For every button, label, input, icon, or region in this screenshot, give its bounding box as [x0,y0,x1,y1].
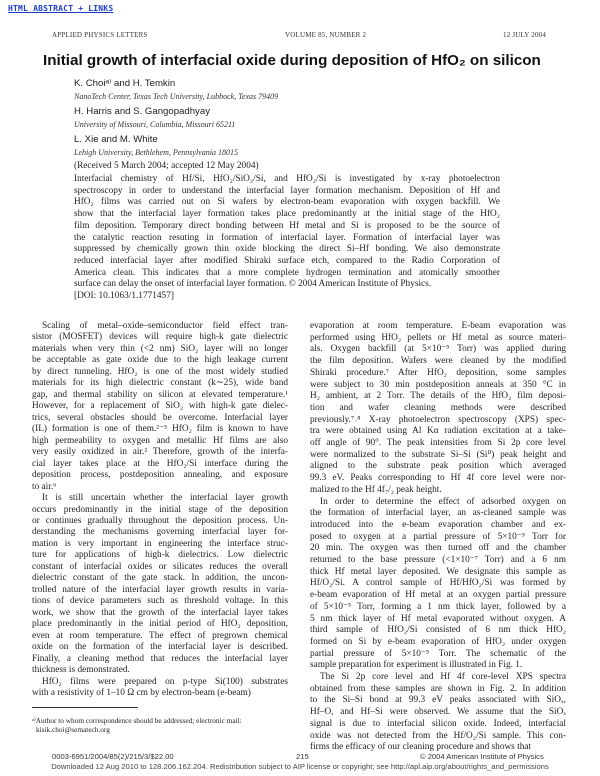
abstract-line: suppressed by chemically grown thin oxide blocking the direct Si–Hf bonding. We also demonstrate [74,244,500,255]
right-column-line: to the Si–Si bond at 99.3 eV peaks associated with SiOₓ, [310,695,566,706]
right-column-line: tion and wafer cleaning methods were described [310,402,566,413]
left-column-line: trolled nature of the interfacial layer growth results in varia- [32,584,288,595]
author-group-2: H. Harris and S. Gangopadhyay [74,106,210,117]
left-column-line: trics, several obstacles should be overcome. Interfacial layer [32,412,288,423]
left-column-line: Scaling of metal–oxide–semiconductor field effect tran- [42,321,288,331]
right-column-line: the film deposition. Wafers were cleaned by the modified [310,356,566,367]
right-column-line: als. Oxygen backfill (at 5×10⁻⁵ Torr) was applied during [310,344,566,355]
footnote-line-1: ᵃ⁾Author to whom correspondence should be addressed; electronic mail: [32,716,242,725]
right-column-line: 5 nm thick layer of Hf metal evaporated without oxygen. A [310,613,566,624]
right-column-line: 20 min. The oxygen was then turned off and the chamber [310,543,566,554]
left-column-line: derstanding the mechanisms governing interfacial layer for- [32,527,288,538]
right-column-line: 99.3 eV. Peaks corresponding to Hf 4f core level were nor- [310,473,566,484]
left-column-line: Finally, a cleaning method that reduces the interfacial layer [32,653,288,664]
abstract-line: the catalytic reaction resuting in formation of interfacial layer. Formation of interfacial layer was [74,232,500,243]
right-column-line: aligned to the substrate peak position which averaged [310,461,566,472]
right-column-line: formed on Si by e-beam evaporation of HfO₂ under oxygen [310,636,566,647]
volume-number: VOLUME 85, NUMBER 2 [285,31,367,39]
left-column-line: HfO₂ films were prepared on p-type Si(100) substrates [42,676,288,687]
left-column-line: It is still uncertain whether the interfacial layer growth [42,493,288,504]
left-column-line: work, we show that the growth of the interfacial layer takes [32,607,288,618]
right-column-line: sample preparation for experiment is illustrated in Fig. 1. [310,660,523,671]
right-column-line: were normalized to the substrate Si–Si (Si⁰) peak height and [310,449,566,460]
right-column-line: posed to oxygen at a partial pressure of 5×10⁻⁵ Torr for [310,531,566,542]
left-column-line: place predominantly in the initial period of HfO₂ deposition, [32,619,288,630]
left-column-line: constant of interfacial oxides or silicates reduces the overall [32,561,288,572]
right-column-line: oxide was not detected from the Hf/O₂/Si sample. This con- [310,730,566,741]
paper-title: Initial growth of interfacial oxide during deposition of HfO₂ on silicon [43,52,541,69]
right-column-line: The Si 2p core level and Hf 4f core-level XPS spectra [320,672,566,682]
abstract-line: show that the interfacial layer formation takes place predominantly at the initial stage of the HfO₂ [74,209,500,220]
left-column-line: even at room temperature. The effect of pregrown chemical [32,630,288,641]
affiliation-1: NanoTech Center, Texas Tech University, Lubbock, Texas 79409 [74,92,279,101]
abstract-line: spectroscopy in order to understand the interfacial layer formation mechanism. Deposition of Hf and [74,185,500,196]
affiliation-3: Lehigh University, Bethlehem, Pennsylvania 18015 [74,148,238,157]
left-column-line: ture for applications of high-k dielectrics. Low dielectric [32,550,288,561]
left-column-line: oxide on the formation of the interfacial layer is described. [32,642,288,653]
abstract-line: America clean. This indicates that a more complete hydrogen termination and atomically smoother [74,267,500,278]
abstract-line: reduced interfacial layer after modified Shiraki surface etch, compared to the Radio Corporation of [74,255,500,266]
left-column-line: (IL) formation is one of them.²⁻⁵ HfO₂ film is known to have [32,424,288,435]
right-column-line: performed using HfO₂ pellets or Hf metal as source materi- [310,332,566,343]
right-column-line: Shiraki procedure.⁷ After HfO₂ deposition, some samples [310,367,566,378]
left-column-line: materials when very thin (<2 nm) SiO₂ layer will no longer [32,343,288,354]
abstract-line: [DOI: 10.1063/1.1771457] [74,291,174,301]
download-notice: Downloaded 12 Aug 2010 to 128.206.162.204. Redistribution subject to AIP license or copyright; see http://apl.aip.org/about/rights_and_permissions [51,762,549,771]
right-column-line: the formation of interfacial layer, an as-cleaned sample was [310,508,566,519]
left-column-line: mation is very important in engineering the interface struc- [32,538,288,549]
right-column-line: malized to the Hf 4f₇/₂ peak height. [310,484,442,495]
left-column-line: be acceptable as gate oxide due to the high leakage current [32,355,288,366]
affiliation-2: University of Missouri, Columbia, Missouri 65211 [74,120,236,129]
right-column-line: firms the efficacy of our cleaning procedure and shows that [310,742,532,753]
left-column-line: occurs predominantly in the initial stage of the deposition [32,504,288,515]
left-column-line: thickness is demonstrated. [32,665,130,676]
abstract-line: film deposition. Temporary direct bonding between Hf metal and Si is proposed to be the source of [74,220,500,231]
footer-copyright: © 2004 American Institute of Physics [420,752,544,761]
footnote-email: kisik.choi@sematech.org [36,725,110,734]
right-column-line: obtained from these samples are shown in Fig. 2. In addition [310,683,566,694]
html-abstract-links[interactable]: HTML ABSTRACT + LINKS [8,4,114,13]
left-column-line: gap, and thermal stability on silicon at elevated temperature.¹ [32,389,288,400]
left-column-line: materials for its high dielectric constant (k∼25), wide band [32,378,288,389]
journal-name: APPLIED PHYSICS LETTERS [52,31,148,39]
left-column-line: tions of device parameters such as threshold voltage. In this [32,596,288,607]
right-column-line: of 5×10⁻⁵ Torr, forming a 1 nm thick layer, followed by a [310,601,566,612]
left-column-line: cial layer takes place at the HfO₂/Si interface during the [32,458,288,469]
author-group-3: L. Xie and M. White [74,134,158,145]
left-column-line: sistor (MOSFET) devices will require high-k gate dielectric [32,332,288,343]
right-column-line: H₂ ambient, at 2 Torr. The details of the HfO₂ film deposi- [310,391,566,402]
right-column-line: third sample of HfO₂/Si consisted of 6 nm thick HfO₂ [310,625,566,636]
right-column-line: returned to the base pressure (<1×10⁻⁷ Torr) and a 6 nm [310,555,566,565]
right-column-line: e-beam evaporation of Hf metal at an oxygen partial pressure [310,590,566,601]
footer-code: 0003-6951/2004/85(2)/215/3/$22.00 [52,752,174,761]
page-number: 215 [296,752,309,761]
left-column-line: high permeability to oxygen and metallic Hf films are also [32,435,288,446]
right-column-line: previously.⁷˒⁸ X-ray photoelectron spectroscopy (XPS) spec- [310,414,566,425]
left-column-line: by direct tunneling. HfO₂ is one of the most widely studied [32,366,288,377]
right-column-line: off angle of 90°. The peak intensities from Si 2p core level [310,438,566,448]
left-column-line: dielectric constant of the gate stack. In addition, the uncon- [32,573,288,584]
right-column-line: Hf–O, and Hf–Si were observed. We assume that the SiOₓ [310,707,566,718]
left-column-line: to air.⁶ [32,481,57,492]
right-column-line: introduced into the e-beam evaporation chamber and ex- [310,519,566,530]
left-column-line: with a resistivity of 1–10 Ω cm by electron-beam (e-beam) [32,688,251,699]
right-column-line: tra were obtained using Al Kα radiation excitation at a take- [310,426,566,437]
left-column-line: However, for a replacement of SiO₂ with high-k gate dielec- [32,401,288,412]
left-column-line: deposition process, postdeposition annealing, and exposure [32,470,288,481]
abstract-line: HfO₂ films was carried out on Si wafers by electron-beam evaporation with oxygen backfill. We [74,197,500,208]
right-column-line: evaporation at room temperature. E-beam evaporation was [310,321,566,331]
abstract-line: Interfacial chemistry of Hf/Si, HfO₂/SiO₂/Si, and HfO₂/Si is investigated by x-ray photoelectron [74,174,500,184]
right-column-line: signal is due to interfacial silicon oxide. Indeed, interfacial [310,718,566,729]
right-column-line: were subject to 30 min postdeposition anneals at 350 °C in [310,379,566,390]
author-group-1: K. Choiᵃ⁾ and H. Temkin [74,78,176,89]
right-column-line: thick Hf metal layer deposited. We designate this sample as [310,566,566,577]
right-column-line: In order to determine the effect of adsorbed oxygen on [320,496,566,507]
issue-date: 12 JULY 2004 [503,31,547,39]
right-column-line: Hf/O₂/Si. A control sample of Hf/HfO₂/Si was formed by [310,578,566,589]
right-column-line: partial pressure of 5×10⁻⁵ Torr. The schematic of the [310,648,566,659]
abstract-line: surface can delay the onset of interfacial layer formation. © 2004 American Institute of Physics. [74,279,432,290]
left-column-line: or continues gradually throughout the deposition process. Un- [32,515,288,526]
footnote-divider [32,707,138,708]
left-column-line: very easily oxidized in air.² Therefore, growth of the interfa- [32,447,288,458]
received-dates: (Received 5 March 2004; accepted 12 May 2004) [74,161,259,171]
